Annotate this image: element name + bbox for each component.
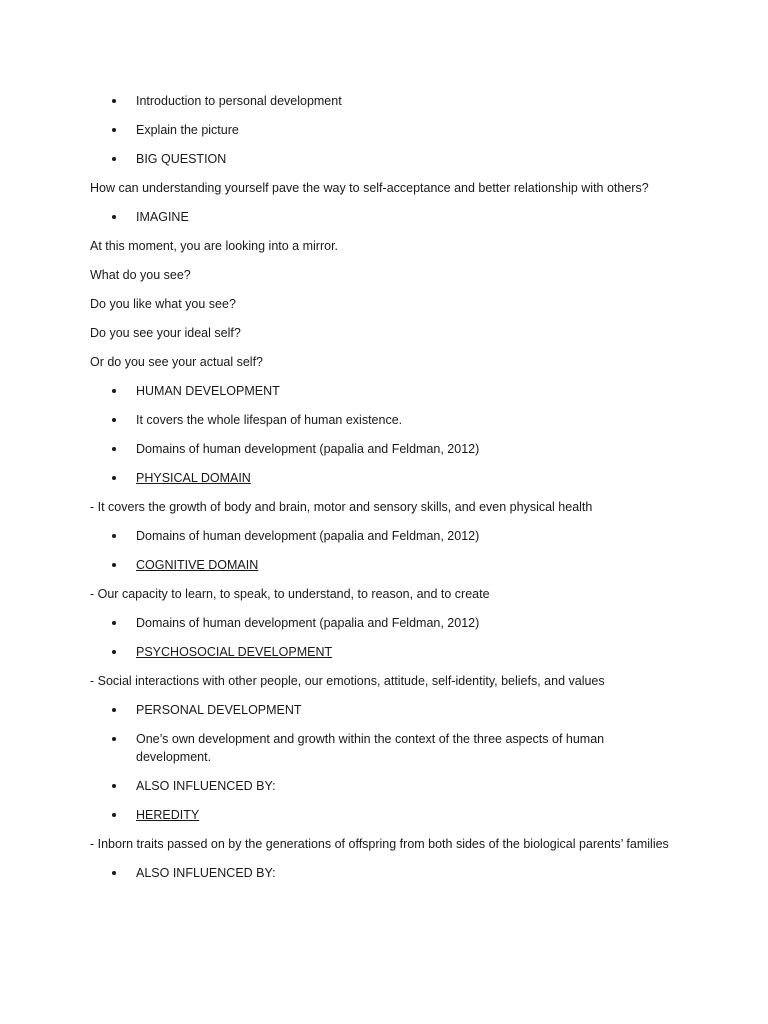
bullet-text: PSYCHOSOCIAL DEVELOPMENT — [136, 645, 333, 659]
bullet-text: COGNITIVE DOMAIN — [136, 558, 259, 572]
bullet-dot-icon — [112, 813, 116, 817]
bullet-item — [90, 92, 680, 110]
bullet-item — [90, 556, 680, 574]
bullet-dot-icon — [112, 157, 116, 161]
bullet-text: Domains of human development (papalia and Feldman, 2012) — [136, 616, 480, 630]
bullet-item — [90, 150, 680, 168]
bullet-item — [90, 864, 680, 882]
bullet-item — [90, 469, 680, 487]
bullet-item — [90, 730, 680, 766]
bullet-text: BIG QUESTION — [136, 152, 227, 166]
bullet-item — [90, 121, 680, 139]
bullet-text: ALSO INFLUENCED BY: — [136, 779, 276, 793]
bullet-text: ALSO INFLUENCED BY: — [136, 866, 276, 880]
paragraph — [90, 585, 680, 603]
bullet-dot-icon — [112, 563, 116, 567]
paragraph-text: - It covers the growth of body and brain, motor and sensory skills, and even physical health — [90, 500, 593, 514]
bullet-item — [90, 440, 680, 458]
bullet-dot-icon — [112, 708, 116, 712]
paragraph-text: - Inborn traits passed on by the generations of offspring from both sides of the biological parents’ families — [90, 837, 669, 851]
bullet-text: PERSONAL DEVELOPMENT — [136, 703, 302, 717]
bullet-dot-icon — [112, 650, 116, 654]
paragraph-text: How can understanding yourself pave the way to self-acceptance and better relationship with others? — [90, 181, 649, 195]
bullet-dot-icon — [112, 447, 116, 451]
bullet-dot-icon — [112, 737, 116, 741]
bullet-item — [90, 614, 680, 632]
bullet-dot-icon — [112, 418, 116, 422]
bullet-item — [90, 208, 680, 226]
paragraph-text: Do you see your ideal self? — [90, 326, 241, 340]
paragraph-text: What do you see? — [90, 268, 191, 282]
paragraph — [90, 266, 680, 284]
paragraph — [90, 498, 680, 516]
paragraph — [90, 237, 680, 255]
paragraph — [90, 179, 680, 197]
bullet-item — [90, 643, 680, 661]
paragraph — [90, 672, 680, 690]
bullet-dot-icon — [112, 621, 116, 625]
bullet-text: Domains of human development (papalia and Feldman, 2012) — [136, 529, 480, 543]
bullet-dot-icon — [112, 784, 116, 788]
bullet-text: HEREDITY — [136, 808, 200, 822]
bullet-text: Explain the picture — [136, 123, 239, 137]
paragraph-text: Or do you see your actual self? — [90, 355, 264, 369]
bullet-dot-icon — [112, 99, 116, 103]
bullet-dot-icon — [112, 476, 116, 480]
paragraph-text: At this moment, you are looking into a mirror. — [90, 239, 339, 253]
bullet-item — [90, 806, 680, 824]
paragraph — [90, 324, 680, 342]
bullet-item — [90, 527, 680, 545]
bullet-dot-icon — [112, 534, 116, 538]
document-body — [90, 92, 680, 893]
paragraph — [90, 353, 680, 371]
bullet-item — [90, 701, 680, 719]
bullet-dot-icon — [112, 215, 116, 219]
paragraph-text: - Our capacity to learn, to speak, to understand, to reason, and to create — [90, 587, 490, 601]
bullet-item — [90, 382, 680, 400]
bullet-text: Introduction to personal development — [136, 94, 342, 108]
paragraph-text: Do you like what you see? — [90, 297, 236, 311]
bullet-dot-icon — [112, 128, 116, 132]
bullet-dot-icon — [112, 871, 116, 875]
bullet-text: PHYSICAL DOMAIN — [136, 471, 251, 485]
bullet-text: Domains of human development (papalia and Feldman, 2012) — [136, 442, 480, 456]
bullet-item — [90, 777, 680, 795]
bullet-text: One’s own development and growth within the context of the three aspects of human development. — [136, 732, 605, 764]
bullet-text: It covers the whole lifespan of human existence. — [136, 413, 403, 427]
bullet-dot-icon — [112, 389, 116, 393]
paragraph — [90, 835, 680, 853]
paragraph — [90, 295, 680, 313]
bullet-text: HUMAN DEVELOPMENT — [136, 384, 280, 398]
paragraph-text: - Social interactions with other people, our emotions, attitude, self-identity, beliefs, and values — [90, 674, 605, 688]
bullet-item — [90, 411, 680, 429]
bullet-text: IMAGINE — [136, 210, 189, 224]
